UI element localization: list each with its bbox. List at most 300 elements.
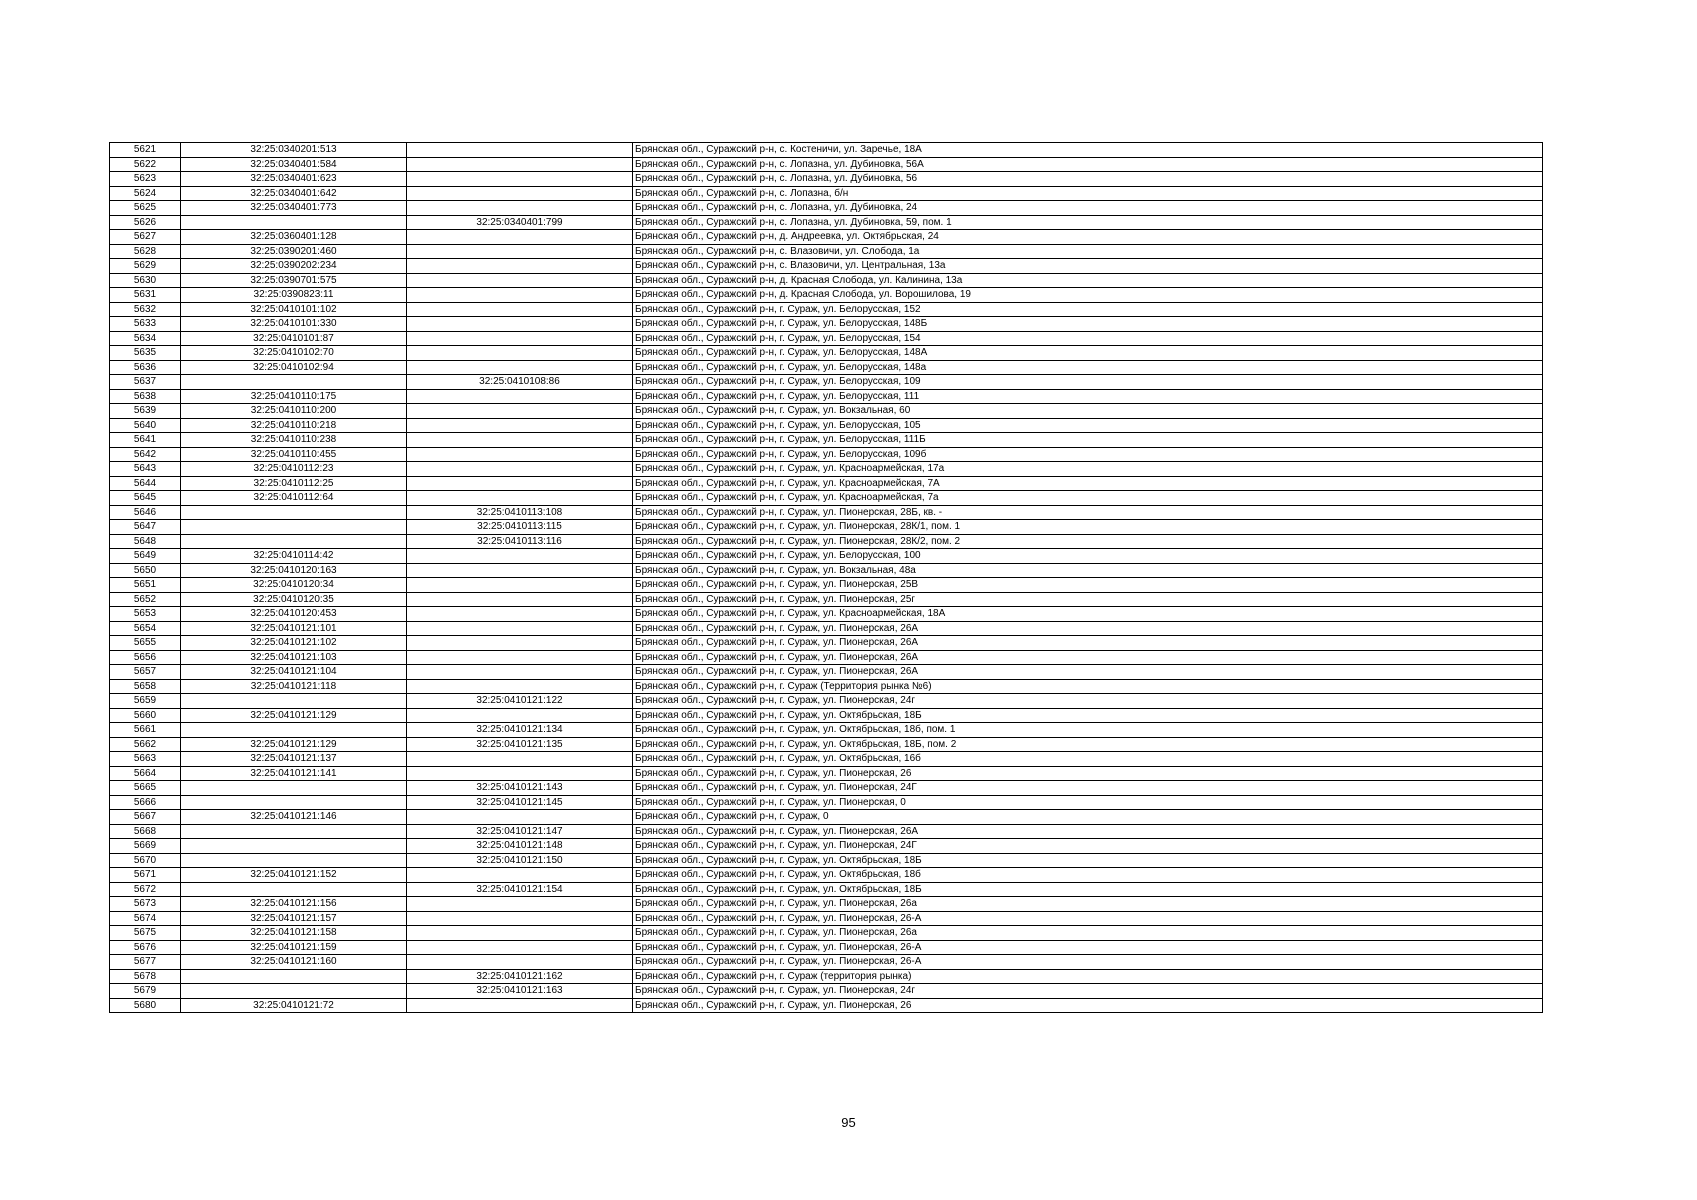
premises-cadastral-number-cell xyxy=(407,636,633,651)
row-number-cell: 5678 xyxy=(110,969,181,984)
cadastral-number-cell: 32:25:0340401:584 xyxy=(181,157,407,172)
table-row xyxy=(110,984,1543,999)
row-number-cell: 5656 xyxy=(110,650,181,665)
table-row xyxy=(110,737,1543,752)
cadastral-number-cell: 32:25:0410120:453 xyxy=(181,607,407,622)
address-cell: Брянская обл., Суражский р-н, г. Сураж, ул. Пионерская, 26А xyxy=(633,824,1543,839)
cadastral-number-cell: 32:25:0410121:158 xyxy=(181,926,407,941)
cadastral-number-cell: 32:25:0390823:11 xyxy=(181,288,407,303)
row-number-cell: 5636 xyxy=(110,360,181,375)
cadastral-number-cell xyxy=(181,534,407,549)
address-cell: Брянская обл., Суражский р-н, г. Сураж, ул. Пионерская, 24г xyxy=(633,984,1543,999)
cadastral-number-cell: 32:25:0410110:200 xyxy=(181,404,407,419)
row-number-cell: 5640 xyxy=(110,418,181,433)
cadastral-number-cell: 32:25:0410110:218 xyxy=(181,418,407,433)
table-row xyxy=(110,215,1543,230)
premises-cadastral-number-cell: 32:25:0410121:162 xyxy=(407,969,633,984)
row-number-cell: 5651 xyxy=(110,578,181,593)
cadastral-number-cell: 32:25:0340401:773 xyxy=(181,201,407,216)
cadastral-number-cell: 32:25:0410121:137 xyxy=(181,752,407,767)
row-number-cell: 5663 xyxy=(110,752,181,767)
table-row xyxy=(110,360,1543,375)
cadastral-number-cell: 32:25:0410121:72 xyxy=(181,998,407,1013)
table-row xyxy=(110,389,1543,404)
row-number-cell: 5647 xyxy=(110,520,181,535)
row-number-cell: 5633 xyxy=(110,317,181,332)
premises-cadastral-number-cell: 32:25:0410108:86 xyxy=(407,375,633,390)
premises-cadastral-number-cell: 32:25:0410113:116 xyxy=(407,534,633,549)
address-cell: Брянская обл., Суражский р-н, г. Сураж, ул. Белорусская, 148А xyxy=(633,346,1543,361)
premises-cadastral-number-cell xyxy=(407,288,633,303)
premises-cadastral-number-cell: 32:25:0410113:115 xyxy=(407,520,633,535)
table-row xyxy=(110,824,1543,839)
row-number-cell: 5623 xyxy=(110,172,181,187)
cadastral-number-cell: 32:25:0340201:513 xyxy=(181,143,407,158)
premises-cadastral-number-cell xyxy=(407,665,633,680)
table-row xyxy=(110,940,1543,955)
address-cell: Брянская обл., Суражский р-н, г. Сураж, ул. Белорусская, 148Б xyxy=(633,317,1543,332)
table-row xyxy=(110,302,1543,317)
table-row xyxy=(110,172,1543,187)
premises-cadastral-number-cell: 32:25:0410121:145 xyxy=(407,795,633,810)
cadastral-number-cell: 32:25:0410114:42 xyxy=(181,549,407,564)
address-cell: Брянская обл., Суражский р-н, д. Красная Слобода, ул. Ворошилова, 19 xyxy=(633,288,1543,303)
table-row xyxy=(110,766,1543,781)
address-cell: Брянская обл., Суражский р-н, г. Сураж, ул. Октябрьская, 18Б xyxy=(633,853,1543,868)
premises-cadastral-number-cell xyxy=(407,679,633,694)
premises-cadastral-number-cell xyxy=(407,476,633,491)
row-number-cell: 5626 xyxy=(110,215,181,230)
address-cell: Брянская обл., Суражский р-н, г. Сураж, ул. Пионерская, 24Г xyxy=(633,781,1543,796)
row-number-cell: 5662 xyxy=(110,737,181,752)
address-cell: Брянская обл., Суражский р-н, г. Сураж, ул. Октябрьская, 16б xyxy=(633,752,1543,767)
table-row xyxy=(110,317,1543,332)
row-number-cell: 5622 xyxy=(110,157,181,172)
table-row xyxy=(110,230,1543,245)
address-cell: Брянская обл., Суражский р-н, с. Лопазна, ул. Дубиновка, 56 xyxy=(633,172,1543,187)
table-row xyxy=(110,505,1543,520)
row-number-cell: 5667 xyxy=(110,810,181,825)
cadastral-number-cell xyxy=(181,824,407,839)
premises-cadastral-number-cell xyxy=(407,897,633,912)
cadastral-number-cell: 32:25:0410121:141 xyxy=(181,766,407,781)
table-row xyxy=(110,926,1543,941)
row-number-cell: 5669 xyxy=(110,839,181,854)
premises-cadastral-number-cell: 32:25:0410121:122 xyxy=(407,694,633,709)
address-cell: Брянская обл., Суражский р-н, с. Влазовичи, ул. Центральная, 13а xyxy=(633,259,1543,274)
row-number-cell: 5632 xyxy=(110,302,181,317)
premises-cadastral-number-cell xyxy=(407,578,633,593)
cadastral-number-cell xyxy=(181,520,407,535)
cadastral-number-cell: 32:25:0360401:128 xyxy=(181,230,407,245)
row-number-cell: 5649 xyxy=(110,549,181,564)
table-row xyxy=(110,186,1543,201)
row-number-cell: 5654 xyxy=(110,621,181,636)
premises-cadastral-number-cell: 32:25:0410121:148 xyxy=(407,839,633,854)
table-row xyxy=(110,679,1543,694)
premises-cadastral-number-cell: 32:25:0410113:108 xyxy=(407,505,633,520)
address-cell: Брянская обл., Суражский р-н, г. Сураж, ул. Белорусская, 148а xyxy=(633,360,1543,375)
row-number-cell: 5670 xyxy=(110,853,181,868)
cadastral-number-cell: 32:25:0410110:455 xyxy=(181,447,407,462)
cadastral-number-cell xyxy=(181,215,407,230)
row-number-cell: 5637 xyxy=(110,375,181,390)
row-number-cell: 5661 xyxy=(110,723,181,738)
row-number-cell: 5642 xyxy=(110,447,181,462)
address-cell: Брянская обл., Суражский р-н, г. Сураж, ул. Вокзальная, 48а xyxy=(633,563,1543,578)
table-row xyxy=(110,897,1543,912)
cadastral-number-cell: 32:25:0410121:103 xyxy=(181,650,407,665)
address-cell: Брянская обл., Суражский р-н, г. Сураж, ул. Пионерская, 26а xyxy=(633,926,1543,941)
row-number-cell: 5677 xyxy=(110,955,181,970)
row-number-cell: 5624 xyxy=(110,186,181,201)
address-cell: Брянская обл., Суражский р-н, г. Сураж, ул. Белорусская, 109 xyxy=(633,375,1543,390)
cadastral-number-cell: 32:25:0410110:175 xyxy=(181,389,407,404)
cadastral-number-cell: 32:25:0410121:118 xyxy=(181,679,407,694)
table-row xyxy=(110,723,1543,738)
premises-cadastral-number-cell: 32:25:0410121:150 xyxy=(407,853,633,868)
table-row xyxy=(110,795,1543,810)
premises-cadastral-number-cell xyxy=(407,491,633,506)
address-cell: Брянская обл., Суражский р-н, г. Сураж, ул. Октябрьская, 18Б, пом. 2 xyxy=(633,737,1543,752)
cadastral-number-cell xyxy=(181,853,407,868)
cadastral-number-cell xyxy=(181,795,407,810)
premises-cadastral-number-cell xyxy=(407,766,633,781)
row-number-cell: 5638 xyxy=(110,389,181,404)
row-number-cell: 5646 xyxy=(110,505,181,520)
premises-cadastral-number-cell xyxy=(407,201,633,216)
premises-cadastral-number-cell xyxy=(407,186,633,201)
premises-cadastral-number-cell: 32:25:0410121:135 xyxy=(407,737,633,752)
address-cell: Брянская обл., Суражский р-н, г. Сураж, ул. Вокзальная, 60 xyxy=(633,404,1543,419)
cadastral-number-cell: 32:25:0410121:160 xyxy=(181,955,407,970)
row-number-cell: 5665 xyxy=(110,781,181,796)
table-row xyxy=(110,781,1543,796)
cadastral-number-cell: 32:25:0390202:234 xyxy=(181,259,407,274)
row-number-cell: 5627 xyxy=(110,230,181,245)
address-cell: Брянская обл., Суражский р-н, г. Сураж, ул. Пионерская, 0 xyxy=(633,795,1543,810)
row-number-cell: 5648 xyxy=(110,534,181,549)
row-number-cell: 5657 xyxy=(110,665,181,680)
address-cell: Брянская обл., Суражский р-н, г. Сураж, ул. Красноармейская, 17а xyxy=(633,462,1543,477)
table-row xyxy=(110,462,1543,477)
table-row xyxy=(110,650,1543,665)
row-number-cell: 5676 xyxy=(110,940,181,955)
table-row xyxy=(110,911,1543,926)
row-number-cell: 5653 xyxy=(110,607,181,622)
table-row xyxy=(110,578,1543,593)
premises-cadastral-number-cell xyxy=(407,607,633,622)
address-cell: Брянская обл., Суражский р-н, г. Сураж, ул. Октябрьская, 18б, пом. 1 xyxy=(633,723,1543,738)
table-row xyxy=(110,810,1543,825)
address-cell: Брянская обл., Суражский р-н, г. Сураж, ул. Красноармейская, 7А xyxy=(633,476,1543,491)
cadastral-number-cell xyxy=(181,781,407,796)
row-number-cell: 5652 xyxy=(110,592,181,607)
cadastral-number-cell xyxy=(181,505,407,520)
cadastral-number-cell xyxy=(181,969,407,984)
row-number-cell: 5644 xyxy=(110,476,181,491)
cadastral-number-cell: 32:25:0410121:129 xyxy=(181,708,407,723)
premises-cadastral-number-cell xyxy=(407,998,633,1013)
premises-cadastral-number-cell: 32:25:0410121:134 xyxy=(407,723,633,738)
premises-cadastral-number-cell: 32:25:0340401:799 xyxy=(407,215,633,230)
table-row xyxy=(110,969,1543,984)
table-row xyxy=(110,520,1543,535)
premises-cadastral-number-cell xyxy=(407,940,633,955)
cadastral-number-cell: 32:25:0340401:642 xyxy=(181,186,407,201)
address-cell: Брянская обл., Суражский р-н, г. Сураж, ул. Пионерская, 26 xyxy=(633,766,1543,781)
table-row xyxy=(110,839,1543,854)
cadastral-number-cell: 32:25:0410101:102 xyxy=(181,302,407,317)
table-row xyxy=(110,534,1543,549)
cadastral-number-cell: 32:25:0410112:64 xyxy=(181,491,407,506)
table-row xyxy=(110,143,1543,158)
table-row xyxy=(110,491,1543,506)
address-cell: Брянская обл., Суражский р-н, г. Сураж, ул. Октябрьская, 18Б xyxy=(633,882,1543,897)
table-row xyxy=(110,331,1543,346)
premises-cadastral-number-cell xyxy=(407,621,633,636)
row-number-cell: 5639 xyxy=(110,404,181,419)
premises-cadastral-number-cell xyxy=(407,273,633,288)
premises-cadastral-number-cell xyxy=(407,752,633,767)
address-cell: Брянская обл., Суражский р-н, г. Сураж, ул. Пионерская, 28К/1, пом. 1 xyxy=(633,520,1543,535)
cadastral-number-cell: 32:25:0410121:156 xyxy=(181,897,407,912)
cadastral-number-cell: 32:25:0410120:34 xyxy=(181,578,407,593)
address-cell: Брянская обл., Суражский р-н, г. Сураж, ул. Пионерская, 26А xyxy=(633,665,1543,680)
row-number-cell: 5634 xyxy=(110,331,181,346)
table-row xyxy=(110,447,1543,462)
premises-cadastral-number-cell xyxy=(407,230,633,245)
table-row xyxy=(110,636,1543,651)
premises-cadastral-number-cell xyxy=(407,404,633,419)
premises-cadastral-number-cell xyxy=(407,592,633,607)
address-cell: Брянская обл., Суражский р-н, г. Сураж, ул. Пионерская, 25В xyxy=(633,578,1543,593)
cadastral-number-cell: 32:25:0390201:460 xyxy=(181,244,407,259)
premises-cadastral-number-cell xyxy=(407,418,633,433)
table-row xyxy=(110,607,1543,622)
table-row xyxy=(110,868,1543,883)
cadastral-number-cell: 32:25:0410101:87 xyxy=(181,331,407,346)
table-row xyxy=(110,708,1543,723)
premises-cadastral-number-cell xyxy=(407,157,633,172)
table-row xyxy=(110,273,1543,288)
premises-cadastral-number-cell xyxy=(407,708,633,723)
cadastral-number-cell: 32:25:0410121:102 xyxy=(181,636,407,651)
row-number-cell: 5635 xyxy=(110,346,181,361)
table-row xyxy=(110,752,1543,767)
cadastral-number-cell: 32:25:0410120:163 xyxy=(181,563,407,578)
cadastral-number-cell: 32:25:0410120:35 xyxy=(181,592,407,607)
row-number-cell: 5668 xyxy=(110,824,181,839)
row-number-cell: 5631 xyxy=(110,288,181,303)
row-number-cell: 5641 xyxy=(110,433,181,448)
address-cell: Брянская обл., Суражский р-н, г. Сураж, ул. Пионерская, 26-А xyxy=(633,940,1543,955)
premises-cadastral-number-cell xyxy=(407,810,633,825)
premises-cadastral-number-cell xyxy=(407,433,633,448)
premises-cadastral-number-cell xyxy=(407,389,633,404)
row-number-cell: 5625 xyxy=(110,201,181,216)
row-number-cell: 5666 xyxy=(110,795,181,810)
table-row xyxy=(110,404,1543,419)
table-row xyxy=(110,694,1543,709)
cadastral-number-cell: 32:25:0410102:94 xyxy=(181,360,407,375)
address-cell: Брянская обл., Суражский р-н, г. Сураж, ул. Октябрьская, 18б xyxy=(633,868,1543,883)
address-cell: Брянская обл., Суражский р-н, г. Сураж, ул. Октябрьская, 18Б xyxy=(633,708,1543,723)
table-row xyxy=(110,549,1543,564)
table-row xyxy=(110,665,1543,680)
cadastral-number-cell xyxy=(181,723,407,738)
table-body xyxy=(110,143,1543,1013)
address-cell: Брянская обл., Суражский р-н, д. Красная Слобода, ул. Калинина, 13а xyxy=(633,273,1543,288)
table-row xyxy=(110,201,1543,216)
address-cell: Брянская обл., Суражский р-н, г. Сураж, ул. Белорусская, 152 xyxy=(633,302,1543,317)
row-number-cell: 5630 xyxy=(110,273,181,288)
table-row xyxy=(110,882,1543,897)
cadastral-number-cell xyxy=(181,984,407,999)
address-cell: Брянская обл., Суражский р-н, г. Сураж, ул. Пионерская, 26А xyxy=(633,636,1543,651)
table-row xyxy=(110,259,1543,274)
row-number-cell: 5675 xyxy=(110,926,181,941)
address-cell: Брянская обл., Суражский р-н, г. Сураж, ул. Пионерская, 26-А xyxy=(633,911,1543,926)
premises-cadastral-number-cell xyxy=(407,172,633,187)
premises-cadastral-number-cell xyxy=(407,447,633,462)
cadastral-number-cell: 32:25:0410101:330 xyxy=(181,317,407,332)
cadastral-number-cell: 32:25:0390701:575 xyxy=(181,273,407,288)
address-cell: Брянская обл., Суражский р-н, г. Сураж, ул. Белорусская, 109б xyxy=(633,447,1543,462)
cadastral-number-cell: 32:25:0410121:129 xyxy=(181,737,407,752)
page-number: 95 xyxy=(841,1115,856,1130)
premises-cadastral-number-cell xyxy=(407,143,633,158)
cadastral-number-cell: 32:25:0410110:238 xyxy=(181,433,407,448)
premises-cadastral-number-cell xyxy=(407,549,633,564)
cadastral-number-cell: 32:25:0410112:25 xyxy=(181,476,407,491)
address-cell: Брянская обл., Суражский р-н, г. Сураж (территория рынка) xyxy=(633,969,1543,984)
address-cell: Брянская обл., Суражский р-н, с. Лопазна, ул. Дубиновка, 56А xyxy=(633,157,1543,172)
premises-cadastral-number-cell xyxy=(407,346,633,361)
row-number-cell: 5629 xyxy=(110,259,181,274)
address-cell: Брянская обл., Суражский р-н, с. Лопазна, б/н xyxy=(633,186,1543,201)
row-number-cell: 5680 xyxy=(110,998,181,1013)
cadastral-number-cell xyxy=(181,375,407,390)
address-cell: Брянская обл., Суражский р-н, г. Сураж, ул. Пионерская, 28К/2, пом. 2 xyxy=(633,534,1543,549)
cadastral-number-cell: 32:25:0410121:159 xyxy=(181,940,407,955)
row-number-cell: 5643 xyxy=(110,462,181,477)
premises-cadastral-number-cell xyxy=(407,911,633,926)
address-cell: Брянская обл., Суражский р-н, г. Сураж (Территория рынка №6) xyxy=(633,679,1543,694)
table-row xyxy=(110,955,1543,970)
premises-cadastral-number-cell: 32:25:0410121:163 xyxy=(407,984,633,999)
premises-cadastral-number-cell xyxy=(407,926,633,941)
cadastral-number-cell: 32:25:0410112:23 xyxy=(181,462,407,477)
address-cell: Брянская обл., Суражский р-н, г. Сураж, ул. Пионерская, 25г xyxy=(633,592,1543,607)
cadastral-number-cell: 32:25:0410121:157 xyxy=(181,911,407,926)
address-cell: Брянская обл., Суражский р-н, г. Сураж, ул. Пионерская, 26 xyxy=(633,998,1543,1013)
table-row xyxy=(110,433,1543,448)
row-number-cell: 5621 xyxy=(110,143,181,158)
address-cell: Брянская обл., Суражский р-н, г. Сураж, ул. Белорусская, 111 xyxy=(633,389,1543,404)
table-row xyxy=(110,476,1543,491)
cadastral-number-cell xyxy=(181,839,407,854)
address-cell: Брянская обл., Суражский р-н, г. Сураж, ул. Красноармейская, 7а xyxy=(633,491,1543,506)
address-cell: Брянская обл., Суражский р-н, д. Андреевка, ул. Октябрьская, 24 xyxy=(633,230,1543,245)
row-number-cell: 5674 xyxy=(110,911,181,926)
premises-cadastral-number-cell xyxy=(407,317,633,332)
address-cell: Брянская обл., Суражский р-н, г. Сураж, ул. Пионерская, 26А xyxy=(633,621,1543,636)
address-cell: Брянская обл., Суражский р-н, с. Влазовичи, ул. Слобода, 1а xyxy=(633,244,1543,259)
row-number-cell: 5655 xyxy=(110,636,181,651)
table-row xyxy=(110,375,1543,390)
premises-cadastral-number-cell: 32:25:0410121:147 xyxy=(407,824,633,839)
row-number-cell: 5660 xyxy=(110,708,181,723)
row-number-cell: 5673 xyxy=(110,897,181,912)
address-cell: Брянская обл., Суражский р-н, с. Лопазна, ул. Дубиновка, 24 xyxy=(633,201,1543,216)
table-row xyxy=(110,418,1543,433)
cadastral-number-cell: 32:25:0410121:101 xyxy=(181,621,407,636)
cadastral-number-cell: 32:25:0340401:623 xyxy=(181,172,407,187)
address-cell: Брянская обл., Суражский р-н, г. Сураж, ул. Пионерская, 26-А xyxy=(633,955,1543,970)
premises-cadastral-number-cell xyxy=(407,650,633,665)
row-number-cell: 5650 xyxy=(110,563,181,578)
table-row xyxy=(110,244,1543,259)
premises-cadastral-number-cell xyxy=(407,868,633,883)
row-number-cell: 5672 xyxy=(110,882,181,897)
table-row xyxy=(110,288,1543,303)
cadastral-number-cell: 32:25:0410121:152 xyxy=(181,868,407,883)
table-row xyxy=(110,853,1543,868)
cadastral-number-cell: 32:25:0410121:104 xyxy=(181,665,407,680)
premises-cadastral-number-cell xyxy=(407,331,633,346)
table-row xyxy=(110,998,1543,1013)
address-cell: Брянская обл., Суражский р-н, г. Сураж, ул. Белорусская, 105 xyxy=(633,418,1543,433)
row-number-cell: 5658 xyxy=(110,679,181,694)
premises-cadastral-number-cell xyxy=(407,360,633,375)
table-row xyxy=(110,592,1543,607)
premises-cadastral-number-cell: 32:25:0410121:143 xyxy=(407,781,633,796)
address-cell: Брянская обл., Суражский р-н, г. Сураж, ул. Красноармейская, 18А xyxy=(633,607,1543,622)
address-cell: Брянская обл., Суражский р-н, г. Сураж, ул. Пионерская, 24г xyxy=(633,694,1543,709)
address-cell: Брянская обл., Суражский р-н, г. Сураж, ул. Пионерская, 28Б, кв. - xyxy=(633,505,1543,520)
premises-cadastral-number-cell xyxy=(407,955,633,970)
row-number-cell: 5679 xyxy=(110,984,181,999)
premises-cadastral-number-cell xyxy=(407,563,633,578)
address-cell: Брянская обл., Суражский р-н, г. Сураж, ул. Белорусская, 100 xyxy=(633,549,1543,564)
address-cell: Брянская обл., Суражский р-н, г. Сураж, ул. Пионерская, 26а xyxy=(633,897,1543,912)
table-row xyxy=(110,621,1543,636)
address-cell: Брянская обл., Суражский р-н, г. Сураж, ул. Пионерская, 26А xyxy=(633,650,1543,665)
address-cell: Брянская обл., Суражский р-н, г. Сураж, 0 xyxy=(633,810,1543,825)
premises-cadastral-number-cell xyxy=(407,259,633,274)
premises-cadastral-number-cell xyxy=(407,302,633,317)
address-cell: Брянская обл., Суражский р-н, с. Лопазна, ул. Дубиновка, 59, пом. 1 xyxy=(633,215,1543,230)
cadastral-number-cell: 32:25:0410121:146 xyxy=(181,810,407,825)
cadastral-number-cell: 32:25:0410102:70 xyxy=(181,346,407,361)
premises-cadastral-number-cell xyxy=(407,244,633,259)
premises-cadastral-number-cell xyxy=(407,462,633,477)
row-number-cell: 5659 xyxy=(110,694,181,709)
premises-cadastral-number-cell: 32:25:0410121:154 xyxy=(407,882,633,897)
table-row xyxy=(110,346,1543,361)
address-cell: Брянская обл., Суражский р-н, г. Сураж, ул. Белорусская, 154 xyxy=(633,331,1543,346)
row-number-cell: 5664 xyxy=(110,766,181,781)
cadastral-number-cell xyxy=(181,882,407,897)
address-cell: Брянская обл., Суражский р-н, с. Костеничи, ул. Заречье, 18А xyxy=(633,143,1543,158)
row-number-cell: 5628 xyxy=(110,244,181,259)
cadastral-number-cell xyxy=(181,694,407,709)
address-cell: Брянская обл., Суражский р-н, г. Сураж, ул. Пионерская, 24Г xyxy=(633,839,1543,854)
table-row xyxy=(110,563,1543,578)
row-number-cell: 5671 xyxy=(110,868,181,883)
row-number-cell: 5645 xyxy=(110,491,181,506)
